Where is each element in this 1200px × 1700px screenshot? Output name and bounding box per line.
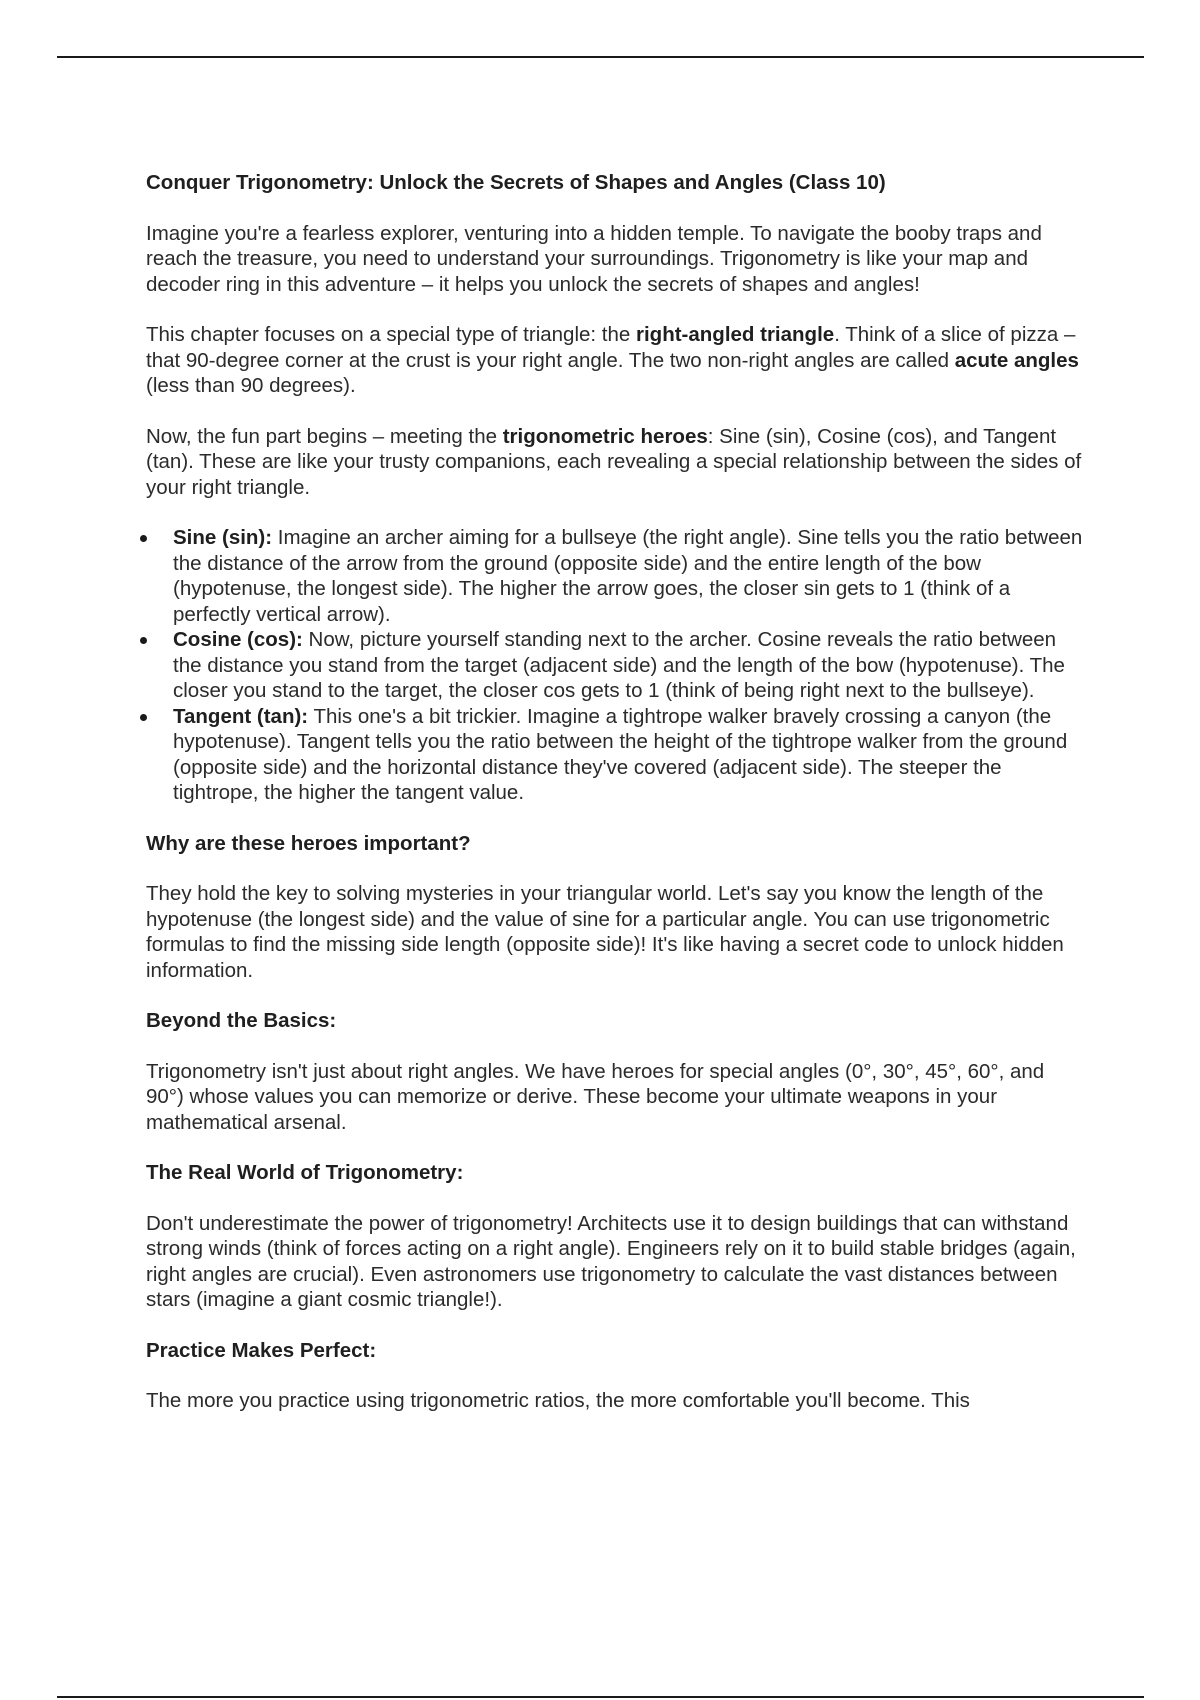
section-heading-importance: Why are these heroes important? [146, 831, 471, 855]
section-body-beyond-basics: Trigonometry isn't just about right angles. We have heroes for special angles (0°, 30°, 45°, 60°, and 90°) whose values you can memorize or derive. These become your ultimate weapons in your mathematical arsenal. [146, 1059, 1045, 1134]
chapter-text-2: . Think of a slice of pizza – that 90-degree corner at the crust is your right angle. The two non-right angles are called [146, 323, 1076, 372]
bullet-term: Cosine (cos): [173, 628, 303, 651]
list-item-cosine [146, 627, 1086, 704]
document-body [146, 170, 1086, 1439]
trigonometric-heroes-term: trigonometric heroes [502, 424, 708, 448]
section-heading-practice: Practice Makes Perfect: [146, 1338, 377, 1362]
trig-functions-list [146, 525, 1086, 806]
section-body-practice: The more you practice using trigonometric ratios, the more comfortable you'll become. This [146, 1389, 970, 1412]
section-heading-real-world: The Real World of Trigonometry: [146, 1161, 464, 1184]
top-rule [57, 56, 1144, 58]
bottom-rule [57, 1696, 1144, 1698]
bullet-term: Sine (sin): [173, 526, 273, 549]
heroes-intro-text-1: Now, the fun part begins – meeting the [146, 424, 503, 448]
bullet-term: Tangent (tan): [173, 704, 309, 728]
section-body-real-world: Don't underestimate the power of trigonometry! Architects use it to design buildings that can withstand strong winds (think of forces acting on a right angle). Engineers rely on it to build stable bridges (again, right angles are crucial). Even astronomers use trigonometry to calculate the vast distances between stars (imagine a giant cosmic triangle!). [146, 1211, 1076, 1311]
section-heading-beyond-basics: Beyond the Basics: [146, 1009, 337, 1032]
right-angled-triangle-term: right-angled triangle [636, 323, 835, 346]
document-title: Conquer Trigonometry: Unlock the Secrets of Shapes and Angles (Class 10) [146, 171, 886, 194]
acute-angles-term: acute angles [954, 348, 1079, 372]
chapter-text-1: This chapter focuses on a special type of triangle: the [146, 323, 636, 346]
heroes-intro-paragraph [146, 424, 1086, 501]
intro-paragraph: Imagine you're a fearless explorer, venturing into a hidden temple. To navigate the booby traps and reach the treasure, you need to understand your surroundings. Trigonometry is like your map and decoder ring in this adventure – it helps you unlock the secrets of shapes and angles! [146, 221, 1042, 296]
section-body-importance: They hold the key to solving mysteries in your triangular world. Let's say you know the length of the hypotenuse (the longest side) and the value of sine for a particular angle. You can use trigonometric formulas to find the missing side length (opposite side)! It's like having a secret code to unlock hidden information. [146, 882, 1064, 982]
bullet-text: This one's a bit trickier. Imagine a tightrope walker bravely crossing a canyon (the hypotenuse). Tangent tells you the ratio between the height of the tightrope walker from the ground (opposite side) and the horizontal distance they've covered (adjacent side). The steeper the tightrope, the higher the tangent value. [173, 704, 1068, 804]
bullet-text: Imagine an archer aiming for a bullseye (the right angle). Sine tells you the ratio between the distance of the arrow from the ground (opposite side) and the entire length of the bow (hypotenuse, the longest side). The higher the arrow goes, the closer sin gets to 1 (think of a perfectly vertical arrow). [173, 526, 1083, 626]
list-item-tangent [146, 704, 1086, 806]
chapter-paragraph [146, 322, 1086, 399]
list-item-sine [146, 525, 1086, 627]
bullet-text: Now, picture yourself standing next to the archer. Cosine reveals the ratio between the distance you stand from the target (adjacent side) and the length of the bow (hypotenuse). The closer you stand to the target, the closer cos gets to 1 (think of being right next to the bullseye). [173, 628, 1065, 702]
chapter-text-3: (less than 90 degrees). [146, 374, 356, 397]
heroes-intro-text-2: : Sine (sin), Cosine (cos), and Tangent (tan). These are like your trusty companions, each revealing a special relationship between the sides of your right triangle. [146, 424, 1082, 499]
